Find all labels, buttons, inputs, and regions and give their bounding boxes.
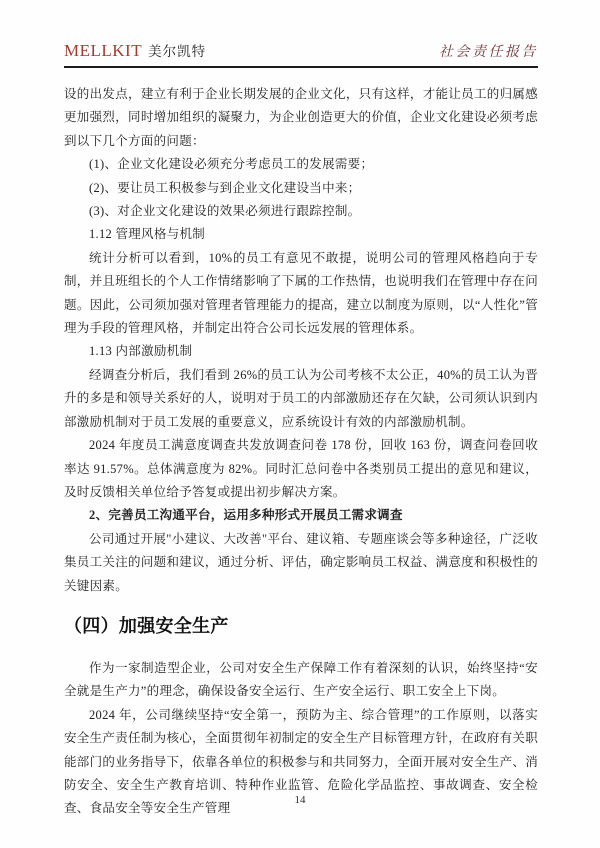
bold-subheading-communication: 2、完善员工沟通平台，运用多种形式开展员工需求调查: [89, 508, 403, 523]
brand-logo: [64, 40, 206, 61]
brand-cjk-text: 美尔凯特: [148, 44, 207, 59]
paragraph-management-style: 统计分析可以看到，10%的员工有意见不敢提，说明公司的管理风格趋向于专制，并且班组长的个人工作情绪影响了下属的工作热情，也说明我们在管理中存在问题。因此，公司须加强对管理者管理能力的提高，建立以制度为原则，以“人性化”管理为手段的管理风格，并制定出符合公司长远发展的管理体系。: [64, 250, 538, 336]
paragraph-survey: 2024 年度员工满意度调查共发放调查问卷 178 份，回收 163 份，调查问卷回收率达 91.57%。总体满意度为 82%。同时汇总问卷中各类别员工提出的意见和建议，及时反馈相关单位给予答复或提出初步解决方案。: [64, 438, 538, 499]
section-heading-safety: （四）加强安全生产: [64, 615, 229, 636]
continued-paragraph: 设的出发点，建立有利于企业长期发展的企业文化，只有这样，才能让员工的归属感更加强烈，同时增加组织的凝聚力，为企业创造更大的价值，企业文化建设必须考虑到以下几个方面的问题：: [64, 87, 538, 148]
paragraph-suggestion-platform: 公司通过开展"小建议、大改善"平台、建议箱、专题座谈会等多种途径，广泛收集员工关注的问题和建议，通过分析、评估，确定影响员工权益、满意度和积极性的关键因素。: [64, 531, 538, 593]
brand-latin-text: MELLKIT: [64, 41, 143, 60]
page-number: 14: [294, 794, 306, 806]
list-item-2: (2)、要让员工积极参与到企业文化建设当中来；: [89, 180, 361, 195]
page-body: [64, 83, 538, 821]
paragraph-safety-2024: 2024 年，公司继续坚持“安全第一，预防为主、综合管理”的工作原则，以落实安全生产责任制为核心，全面贯彻年初制定的安全生产目标管理方针，在政府有关职能部门的业务指导下，依靠各单位的积极参与和共同努力，全面开展对安全生产、消防安全、安全生产教育培训、特种作业监管、危险化学品监控、事故调查、安全检查、食品安全等安全生产管理: [64, 707, 538, 816]
subsection-title-1-13: 1.13 内部激励机制: [89, 344, 193, 359]
subsection-title-1-12: 1.12 管理风格与机制: [89, 227, 206, 242]
document-title: 社会责任报告: [439, 45, 538, 60]
paragraph-safety-concept: 作为一家制造型企业，公司对安全生产保障工作有着深刻的认识，始终坚持“安全就是生产力”的理念，确保设备安全运行、生产安全运行、职工安全上下岗。: [64, 660, 538, 699]
list-item-3: (3)、对企业文化建设的效果必须进行跟踪控制。: [89, 204, 361, 219]
list-item-1: (1)、企业文化建设必须充分考虑员工的发展需要；: [89, 157, 374, 172]
paragraph-incentive: 经调查分析后，我们看到 26%的员工认为公司考核不太公正，40%的员工认为晋升的多是和领导关系好的人，说明对于员工的内部激励还存在欠缺，公司须认识到内部激励机制对于员工发展的重要意义，应系统设计有效的内部激励机制。: [64, 367, 538, 429]
page-header: [64, 40, 538, 68]
